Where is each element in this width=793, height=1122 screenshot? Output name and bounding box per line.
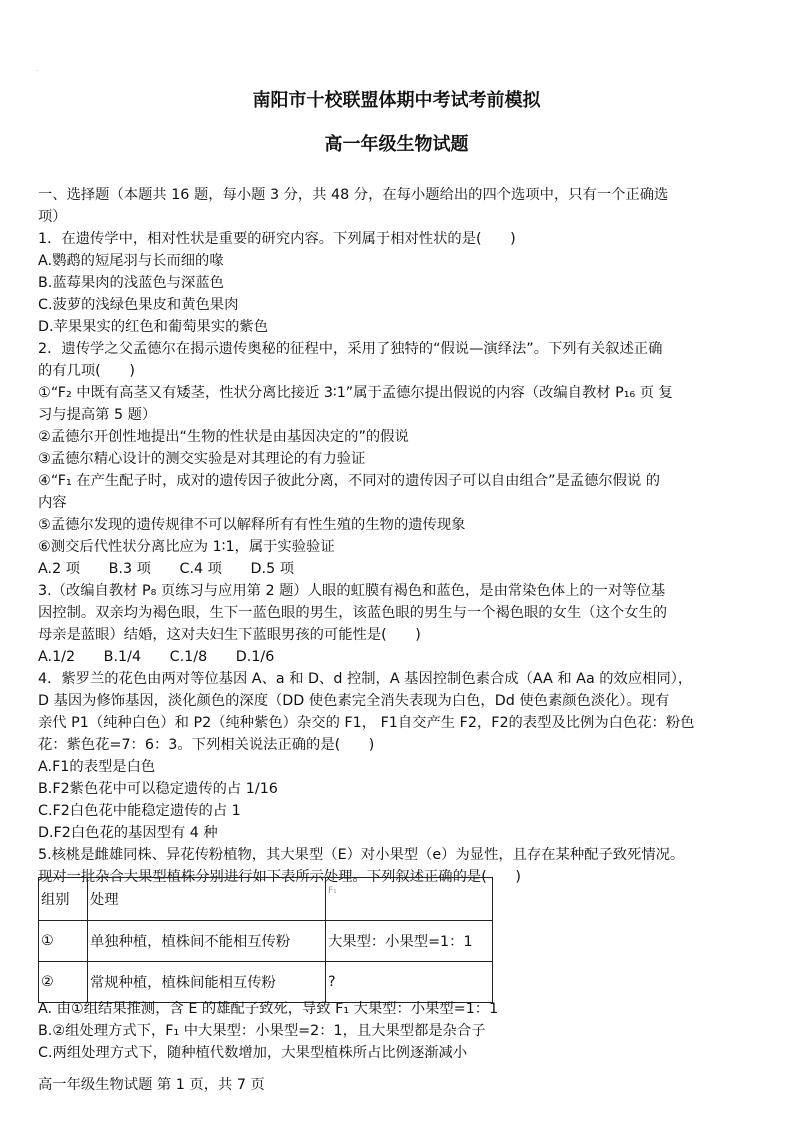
question-4-stem: D 基因为修饰基因，淡化颜色的深度（DD 使色素完全消失表现为白色，Dd 使色素颜色淡化）。现有	[38, 693, 670, 709]
question-3-stem: 母亲是蓝眼）结婚，这对夫妇生下蓝眼男孩的可能性是( )	[38, 627, 421, 643]
table-cell: 单独种植，植株间不能相互传粉	[88, 921, 326, 962]
question-2-statement-6: ⑥测交后代性状分离比应为 1∶1，属于实验验证	[38, 539, 335, 555]
page-subtitle: 高一年级生物试题	[324, 134, 469, 155]
question-4-stem: 花：紫色花=7：6：3。下列相关说法正确的是( )	[38, 737, 375, 753]
table-cell: 常规种植，植株间能相互传粉	[88, 962, 326, 1003]
question-4-stem: 4．紫罗兰的花色由两对等位基因 A、a 和 D、d 控制，A 基因控制色素合成（AA 和 Aa 的效应相同），	[38, 671, 693, 687]
section-heading-line: 一、选择题（本题共 16 题，每小题 3 分，共 48 分，在每小题给出的四个选项中，只有一个正确选	[38, 187, 669, 203]
table-header-cell: 组别	[39, 878, 88, 921]
table-cell: ?	[326, 962, 493, 1003]
question-3-options: A.1/2 B.1/4 C.1/8 D.1/6	[38, 649, 275, 665]
question-2-options: A.2 项 B.3 项 C.4 项 D.5 项	[38, 561, 295, 577]
page-title: 南阳市十校联盟体期中考试考前模拟	[252, 90, 541, 111]
table-cell: ②	[39, 962, 88, 1003]
question-2-stem: 2．遗传学之父孟德尔在揭示遗传奥秘的征程中，采用了独特的“假说—演绎法”。下列有关叙述正确	[38, 341, 663, 357]
question-2-statement-1: 习与提高第 5 题）	[38, 407, 157, 423]
question-3-stem: 3.（改编自教材 P₈ 页练习与应用第 2 题）人眼的虹膜有褐色和蓝色，是由常染色体上的一对等位基	[38, 583, 666, 599]
page-footer: 高一年级生物试题 第 1 页，共 7 页	[38, 1077, 265, 1093]
question-5-option-b: B.②组处理方式下，F₁ 中大果型：小果型=2：1，且大果型都是杂合子	[38, 1023, 486, 1039]
question-4-option-b: B.F2紫色花中可以稳定遗传的占 1/16	[38, 781, 278, 797]
question-2-statement-4: 内容	[38, 495, 67, 511]
question-2-statement-3: ③孟德尔精心设计的测交实验是对其理论的有力验证	[38, 451, 366, 467]
question-4-option-c: C.F2白色花中能稳定遗传的占 1	[38, 803, 241, 819]
question-5-stem: 现对一批杂合大果型植株分别进行如下表所示处理。下列叙述正确的是( )	[38, 869, 521, 885]
question-5-option-c: C.两组处理方式下，随种植代数增加，大果型植株所占比例逐渐减小	[38, 1045, 468, 1061]
table-cell: 大果型：小果型=1：1	[326, 921, 493, 962]
question-5-stem: 5.核桃是雌雄同株、异花传粉植物，其大果型（E）对小果型（e）为显性，且存在某种配子致死情况。	[38, 847, 685, 863]
table-header-cell	[326, 878, 493, 921]
question-4-option-a: A.F1的表型是白色	[38, 759, 156, 775]
question-2-statement-2: ②孟德尔开创性地提出“生物的性状是由基因决定的”的假说	[38, 429, 409, 445]
table-header-row	[39, 878, 493, 921]
table-row	[39, 921, 493, 962]
question-4-stem: 亲代 P1（纯种白色）和 P2（纯种紫色）杂交的 F1， F1自交产生 F2，F2的表型及比例为白色花：粉色	[38, 715, 695, 731]
question-1-option-b: B.蓝莓果肉的浅蓝色与深蓝色	[38, 275, 224, 291]
question-1-option-d: D.苹果果实的红色和葡萄果实的紫色	[38, 319, 269, 335]
page-mark: .	[36, 66, 38, 73]
question-5-options	[38, 998, 758, 1064]
question-2-statement-1: ①“F₂ 中既有高茎又有矮茎，性状分离比接近 3∶1”属于孟德尔提出假说的内容（改编自教材 P₁₆ 页 复	[38, 385, 673, 401]
question-5-table	[38, 877, 493, 1003]
question-1-stem: 1．在遗传学中，相对性状是重要的研究内容。下列属于相对性状的是( )	[38, 231, 516, 247]
question-1-option-c: C.菠萝的浅绿色果皮和黄色果肉	[38, 297, 239, 313]
question-1-option-a: A.鹦鹉的短尾羽与长而细的喙	[38, 253, 224, 269]
question-5-option-a: A. 由①组结果推测，含 E 的雄配子致死，导致 F₁ 大果型：小果型=1：1	[38, 1001, 499, 1017]
question-2-statement-5: ⑤孟德尔发现的遗传规律不可以解释所有有性生殖的生物的遗传现象	[38, 517, 466, 533]
section-heading-line: 项）	[38, 209, 67, 225]
question-2-statement-4: ④“F₁ 在产生配子时，成对的遗传因子彼此分离，不同对的遗传因子可以自由组合”是孟德尔假说 的	[38, 473, 661, 489]
question-3-stem: 因控制。双亲均为褐色眼，生下一蓝色眼的男生，该蓝色眼的男生与一个褐色眼的女生（这个女生的	[38, 605, 668, 621]
question-2-stem: 的有几项( )	[38, 363, 135, 379]
table-row	[39, 962, 493, 1003]
table-cell: ①	[39, 921, 88, 962]
question-body	[38, 184, 758, 888]
table-header-f1-label: F₁	[328, 886, 337, 896]
table-header-cell: 处理	[88, 878, 326, 921]
question-4-option-d: D.F2白色花的基因型有 4 种	[38, 825, 218, 841]
